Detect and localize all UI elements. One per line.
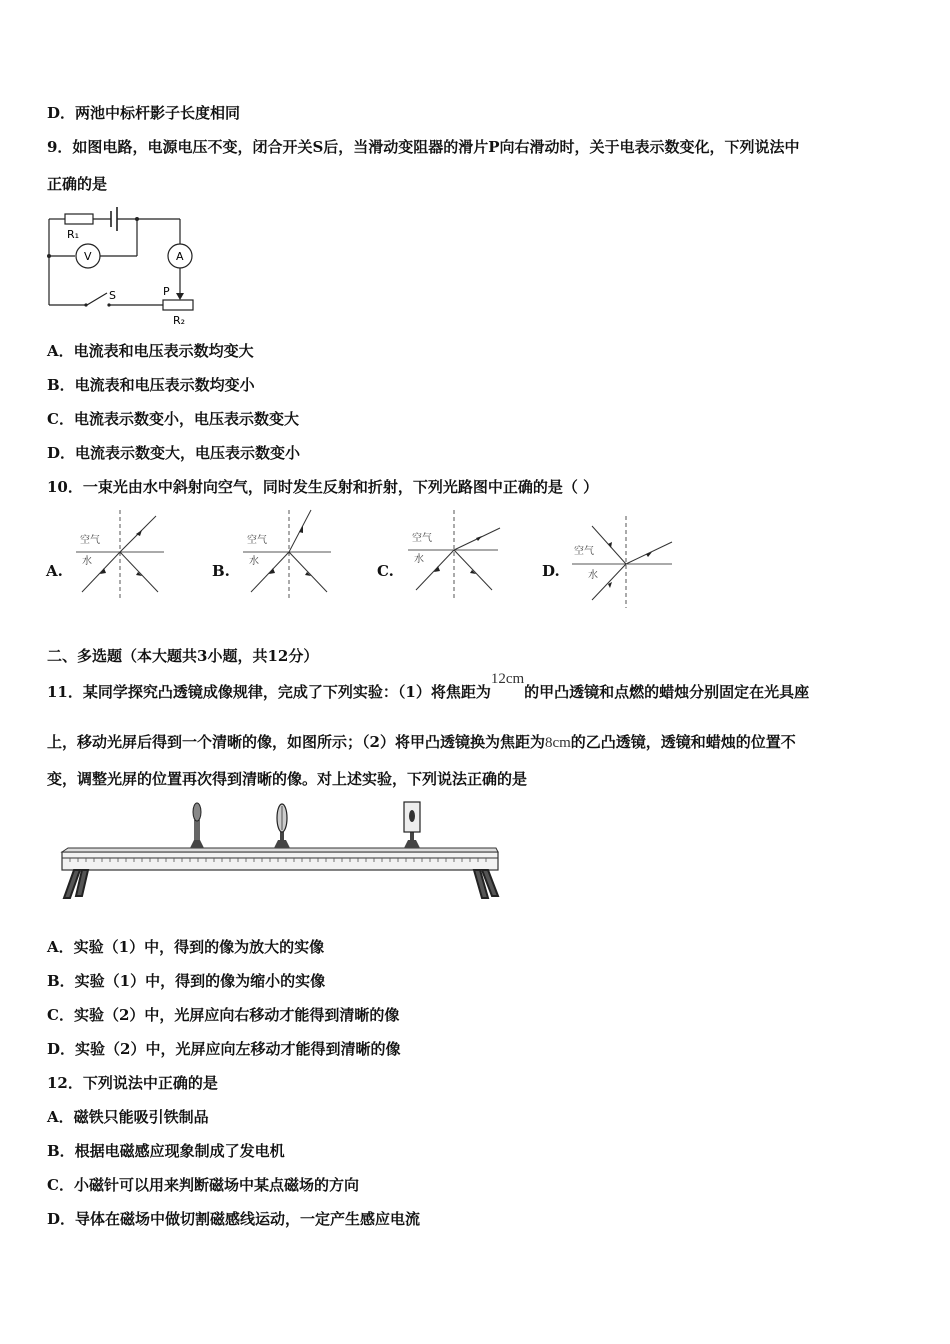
q11-option-a: A．实验（1）中，得到的像为放大的实像 [47, 938, 325, 956]
air-label-a: 空气 [80, 535, 100, 546]
q10-label-d: D. [542, 562, 560, 580]
optical-bench-figure [56, 800, 502, 902]
water-label-d: 水 [588, 570, 598, 581]
label-a: A [176, 250, 184, 263]
label-p: P [163, 285, 170, 298]
q10-label-c: C. [377, 562, 394, 580]
q9-option-c: C．电流表示数变小，电压表示数变大 [47, 410, 299, 428]
q11-stem-c: 上，移动光屏后得到一个清晰的像，如图所示；（2）将甲凸透镜换为焦距为 [47, 733, 545, 751]
q9-stem-line2: 正确的是 [47, 175, 108, 193]
q11-stem-line1 [47, 671, 810, 703]
q11-stem-d: 的乙凸透镜，透镜和蜡烛的位置不 [570, 733, 796, 751]
resistor-r1 [65, 214, 93, 224]
label-v: V [84, 250, 92, 263]
light-diagram-c [408, 508, 502, 600]
q12-option-b: B．根据电磁感应现象制成了发电机 [47, 1142, 285, 1160]
q11-focal1: 12cm [490, 671, 525, 687]
q11-stem-line3: 变，调整光屏的位置再次得到清晰的像。对上述实验，下列说法正确的是 [47, 770, 528, 788]
water-label-c: 水 [414, 554, 424, 565]
q11-stem-line2 [47, 732, 796, 753]
q11-option-b: B．实验（1）中，得到的像为缩小的实像 [47, 972, 326, 990]
q11-option-d: D．实验（2）中，光屏应向左移动才能得到清晰的像 [47, 1040, 401, 1058]
label-s: S [109, 289, 116, 302]
q12-option-c: C．小磁针可以用来判断磁场中某点磁场的方向 [47, 1176, 359, 1194]
q8-option-d: D．两池中标杆影子长度相同 [47, 104, 241, 122]
q10-stem: 10．一束光由水中斜射向空气，同时发生反射和折射，下列光路图中正确的是（ ） [47, 478, 599, 496]
water-label-b: 水 [249, 556, 259, 567]
air-label-d: 空气 [574, 546, 594, 557]
q11-option-c: C．实验（2）中，光屏应向右移动才能得到清晰的像 [47, 1006, 400, 1024]
light-screen [404, 802, 420, 848]
resistor-r2 [163, 300, 193, 310]
circuit-diagram [45, 203, 205, 328]
section-title: 二、多选题（本大题共3小题，共12分） [47, 647, 319, 665]
light-diagram-b [243, 508, 333, 600]
q9-option-a: A．电流表和电压表示数均变大 [47, 342, 254, 360]
convex-lens [274, 804, 290, 848]
q9-option-d: D．电流表示数变大，电压表示数变小 [47, 444, 301, 462]
q9-option-b: B．电流表和电压表示数均变小 [47, 376, 255, 394]
light-diagram-a [76, 508, 166, 600]
light-diagram-d [572, 514, 674, 610]
bench-rail [62, 852, 498, 870]
switch-s [87, 293, 107, 305]
q11-focal2: 8cm [544, 735, 571, 751]
q12-option-a: A．磁铁只能吸引铁制品 [47, 1108, 209, 1126]
q10-label-a: A. [46, 562, 63, 580]
q12-stem: 12．下列说法中正确的是 [47, 1074, 218, 1092]
q12-option-d: D．导体在磁场中做切割磁感线运动，一定产生感应电流 [47, 1210, 421, 1228]
q11-stem-b: 的甲凸透镜和点燃的蜡烛分别固定在光具座 [524, 683, 810, 701]
air-label-c: 空气 [412, 533, 432, 544]
q11-stem-a: 11．某同学探究凸透镜成像规律，完成了下列实验：（1）将焦距为 [47, 683, 491, 701]
candle [190, 803, 204, 848]
label-r1: R₁ [67, 228, 80, 241]
q9-stem-line1: 9．如图电路，电源电压不变，闭合开关S后，当滑动变阻器的滑片P向右滑动时，关于电表示数变化，下列说法中 [47, 138, 800, 156]
air-label-b: 空气 [247, 535, 267, 546]
water-label-a: 水 [82, 556, 92, 567]
label-r2: R₂ [173, 314, 186, 327]
q10-label-b: B. [212, 562, 230, 580]
